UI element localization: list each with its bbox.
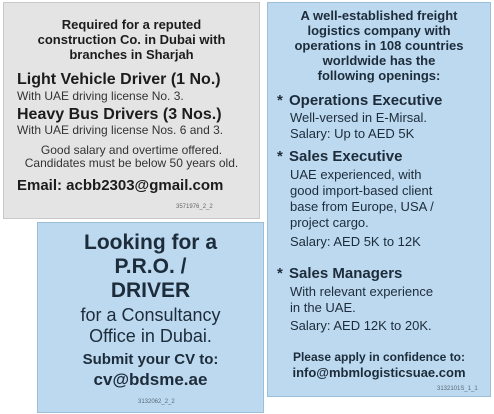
ad-headline: Looking for a (84, 231, 217, 254)
terms-line: Good salary and overtime offered. (40, 143, 223, 157)
ad-heading (268, 8, 490, 83)
position-title: Operations Executive (289, 92, 443, 109)
pro-driver-ad (37, 222, 264, 413)
contact-email[interactable]: info@mbmlogisticsuae.com (292, 365, 466, 380)
ad-subline: for a Consultancy (80, 305, 221, 325)
position-detail: UAE experienced, with (290, 167, 422, 182)
position-salary: Salary: AED 5K to 12K (290, 234, 421, 249)
position-sales-executive (277, 148, 402, 165)
heading-line: construction Co. in Dubai with (37, 32, 226, 47)
position-salary: Salary: AED 12K to 20K. (290, 318, 432, 333)
position-title: Sales Executive (289, 148, 403, 165)
heading-line: logistics company with (307, 23, 451, 38)
bullet-star-icon: * (277, 148, 283, 165)
position-detail: With relevant experience (290, 284, 434, 299)
job-requirement: With UAE driving license Nos. 6 and 3. (17, 123, 224, 137)
contact-email[interactable]: Email: acbb2303@gmail.com (17, 177, 224, 194)
ad-heading (4, 17, 259, 62)
heading-line: branches in Sharjah (69, 47, 194, 62)
ad-reference-number: 3571976_2_2 (176, 204, 213, 210)
ad-reference-number: 3132062_2_2 (138, 399, 175, 405)
position-title: Sales Managers (289, 265, 403, 282)
heading-line: worldwide has the (322, 53, 436, 68)
bullet-star-icon: * (277, 265, 283, 282)
heading-line: following openings: (317, 68, 441, 83)
position-detail: in the UAE. (290, 300, 356, 315)
position-detail: good import-based client (290, 183, 433, 198)
ad-reference-number: 3132101S_1_1 (437, 386, 478, 392)
position-detail: project cargo. (290, 215, 369, 230)
heading-line: operations in 108 countries (294, 38, 464, 53)
position-detail: base from Europe, USA / (290, 199, 434, 214)
heading-line: A well-established freight (300, 8, 458, 23)
ad-headline: DRIVER (110, 279, 191, 302)
terms-line: Candidates must be below 50 years old. (24, 156, 239, 170)
position-detail: Well-versed in E-Mirsal. (290, 110, 428, 125)
job-title-light-vehicle-driver: Light Vehicle Driver (1 No.) (17, 71, 221, 88)
position-sales-managers (277, 265, 402, 282)
position-salary: Salary: Up to AED 5K (290, 126, 415, 141)
apply-instruction: Please apply in confidence to: (292, 350, 466, 364)
bullet-star-icon: * (277, 92, 283, 109)
job-requirement: With UAE driving license No. 3. (17, 89, 184, 103)
freight-logistics-ad (267, 2, 491, 397)
ad-headline: P.R.O. / (114, 255, 187, 278)
employment-terms (4, 144, 259, 170)
position-operations-executive (277, 92, 442, 109)
job-title-heavy-bus-drivers: Heavy Bus Drivers (3 Nos.) (17, 106, 222, 123)
heading-line: Required for a reputed (61, 17, 202, 32)
ad-subline: Office in Dubai. (89, 326, 212, 346)
construction-driver-ad (3, 2, 260, 219)
cv-instruction: Submit your CV to: (82, 351, 219, 368)
contact-email[interactable]: cv@bdsme.ae (93, 370, 208, 389)
